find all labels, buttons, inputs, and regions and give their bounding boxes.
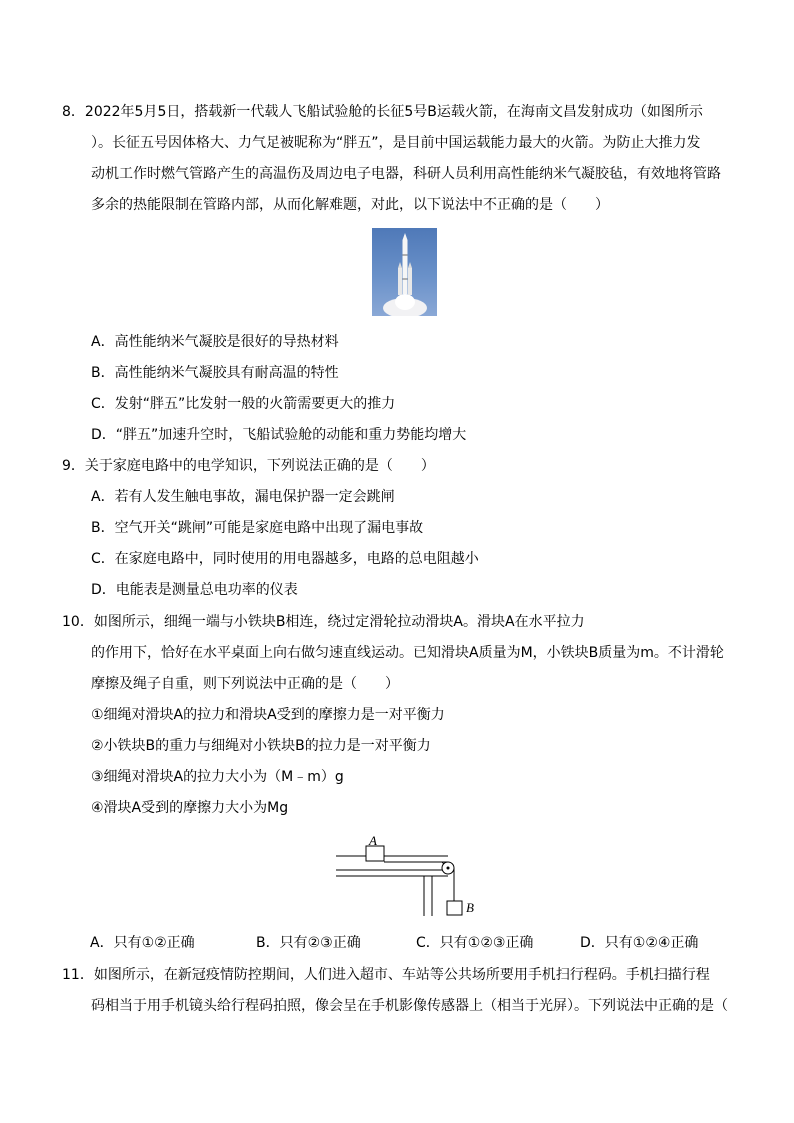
q9-option-d: D．电能表是测量总电功率的仪表 [91, 582, 298, 598]
q8-option-a: A．高性能纳米气凝胶是很好的导热材料 [91, 334, 339, 350]
q8-option-b: B．高性能纳米气凝胶具有耐高温的特性 [91, 365, 339, 381]
q10-statement-4: ④滑块A受到的摩擦力大小为Mg [91, 800, 289, 816]
block-b-label: B [466, 900, 474, 915]
q10-stem-line-3: 摩擦及绳子自重，则下列说法中正确的是（ ） [91, 676, 399, 692]
q8-stem-line-1: 8．2022年5月5日，搭载新一代载人飞船试验舱的长征5号B运载火箭，在海南文昌发射成功（如图所示 [62, 104, 703, 120]
q10-statement-2: ②小铁块B的重力与细绳对小铁块B的拉力是一对平衡力 [91, 738, 431, 754]
q8-stem-line-4: 多余的热能限制在管路内部，从而化解难题，对此，以下说法中不正确的是（ ） [91, 197, 609, 213]
q10-statement-1: ①细绳对滑块A的拉力和滑块A受到的摩擦力是一对平衡力 [91, 707, 445, 723]
q11-stem-line-1: 11．如图所示，在新冠疫情防控期间，人们进入超市、车站等公共场所要用手机扫行程码。手机扫描行程 [62, 967, 710, 983]
q10-statement-3: ③细绳对滑块A的拉力大小为（M﹣m）g [91, 769, 344, 785]
q11-stem-line-2: 码相当于用手机镜头给行程码拍照，像会呈在手机影像传感器上（相当于光屏）。下列说法中正确的是（ [91, 998, 728, 1014]
pulley-system-icon [330, 832, 490, 922]
q8-option-c: C．发射“胖五”比发射一般的火箭需要更大的推力 [91, 396, 396, 412]
q8-stem-line-3: 动机工作时燃气管路产生的高温伤及周边电子电器，科研人员利用高性能纳米气凝胶毡，有效地将管路 [91, 166, 721, 182]
q9-option-b: B．空气开关“跳闸”可能是家庭电路中出现了漏电事故 [91, 520, 424, 536]
rocket-launch-image [372, 228, 437, 316]
rocket-icon [372, 228, 437, 316]
q10-option-c: C．只有①②③正确 [416, 935, 534, 951]
q9-option-a: A．若有人发生触电事故，漏电保护器一定会跳闸 [91, 489, 395, 505]
pulley-diagram [330, 832, 490, 922]
q10-option-a: A．只有①②正确 [90, 935, 195, 951]
block-a-label: A [369, 833, 377, 848]
q8-option-d: D．“胖五”加速升空时，飞船试验舱的动能和重力势能均增大 [91, 427, 467, 443]
q9-stem: 9．关于家庭电路中的电学知识，下列说法正确的是（ ） [62, 458, 435, 474]
q9-option-c: C．在家庭电路中，同时使用的用电器越多，电路的总电阻越小 [91, 551, 479, 567]
q10-stem-line-2: 的作用下，恰好在水平桌面上向右做匀速直线运动。已知滑块A质量为M，小铁块B质量为m。不计滑轮 [91, 645, 724, 661]
q8-stem-line-2: ）。长征五号因体格大、力气足被昵称为“胖五”，是目前中国运载能力最大的火箭。为防止大推力发 [91, 135, 701, 151]
q10-options [90, 933, 710, 953]
q10-option-b: B．只有②③正确 [256, 935, 361, 951]
q10-option-d: D．只有①②④正确 [580, 935, 699, 951]
q10-stem-line-1: 10．如图所示，细绳一端与小铁块B相连，绕过定滑轮拉动滑块A。滑块A在水平拉力 [62, 614, 585, 630]
